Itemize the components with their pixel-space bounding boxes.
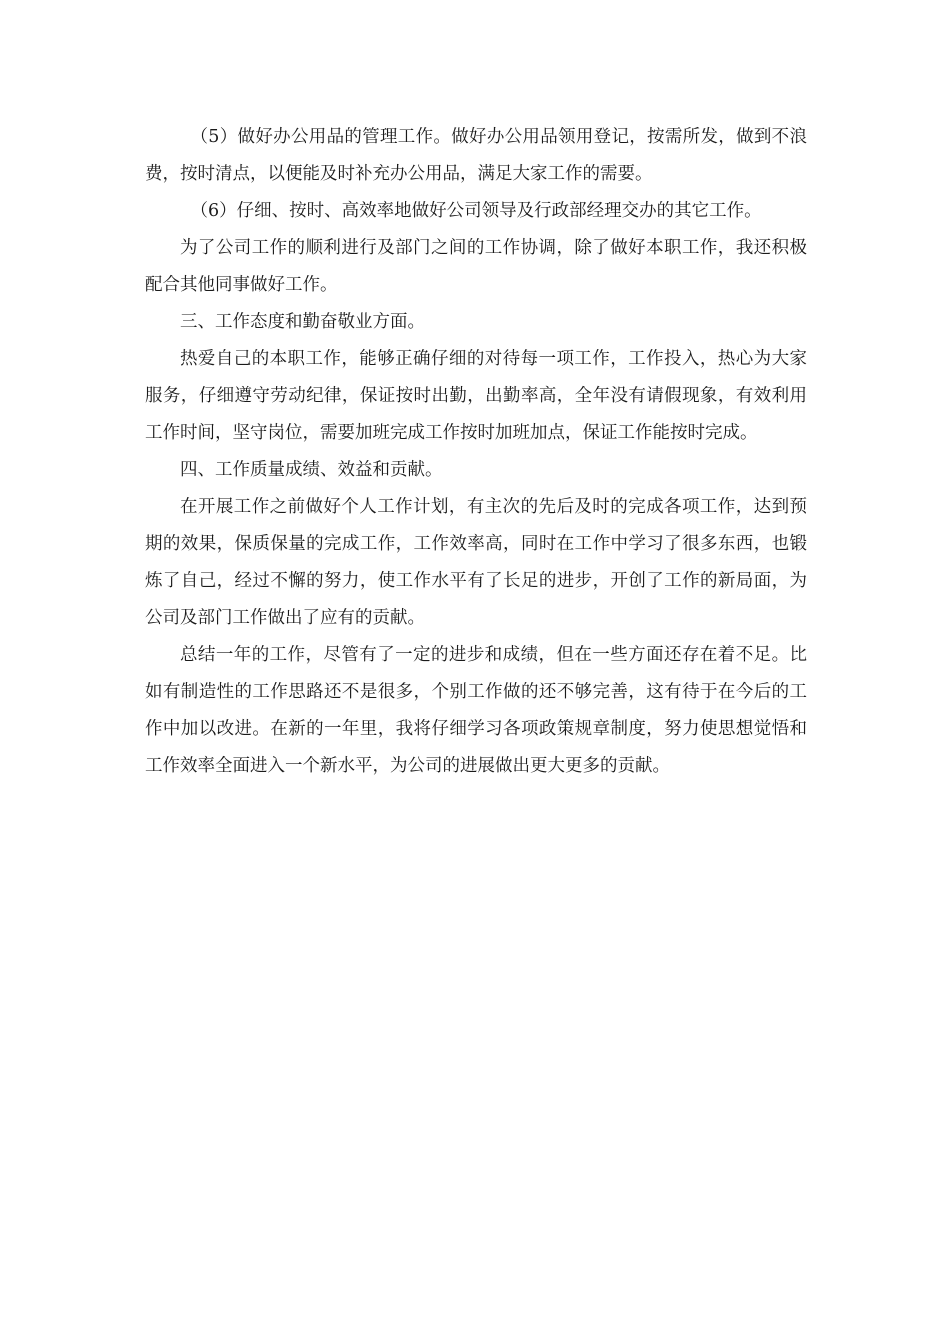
paragraph-attitude: 热爱自己的本职工作，能够正确仔细的对待每一项工作，工作投入，热心为大家服务，仔细遵守劳动纪律，保证按时出勤，出勤率高，全年没有请假现象，有效利用工作时间，坚守岗位，需要加班完成工作按时加班加点，保证工作能按时完成。	[145, 349, 807, 443]
paragraph-item-5: （5）做好办公用品的管理工作。做好办公用品领用登记，按需所发，做到不浪费，按时清点，以便能及时补充办公用品，满足大家工作的需要。	[145, 127, 807, 184]
paragraph-quality: 在开展工作之前做好个人工作计划，有主次的先后及时的完成各项工作，达到预期的效果，保质保量的完成工作，工作效率高，同时在工作中学习了很多东西，也锻炼了自己，经过不懈的努力，使工作水平有了长足的进步，开创了工作的新局面，为公司及部门工作做出了应有的贡献。	[145, 497, 807, 628]
paragraph-cooperation: 为了公司工作的顺利进行及部门之间的工作协调，除了做好本职工作，我还积极配合其他同事做好工作。	[145, 238, 807, 295]
section-heading-quality: 四、工作质量成绩、效益和贡献。	[180, 460, 443, 480]
document-body	[145, 119, 807, 785]
section-heading-attitude: 三、工作态度和勤奋敬业方面。	[180, 312, 425, 332]
paragraph-item-6: （6）仔细、按时、高效率地做好公司领导及行政部经理交办的其它工作。	[190, 201, 762, 221]
paragraph-summary: 总结一年的工作，尽管有了一定的进步和成绩，但在一些方面还存在着不足。比如有制造性的工作思路还不是很多，个别工作做的还不够完善，这有待于在今后的工作中加以改进。在新的一年里，我将仔细学习各项政策规章制度，努力使思想觉悟和工作效率全面进入一个新水平，为公司的进展做出更大更多的贡献。	[145, 645, 807, 776]
